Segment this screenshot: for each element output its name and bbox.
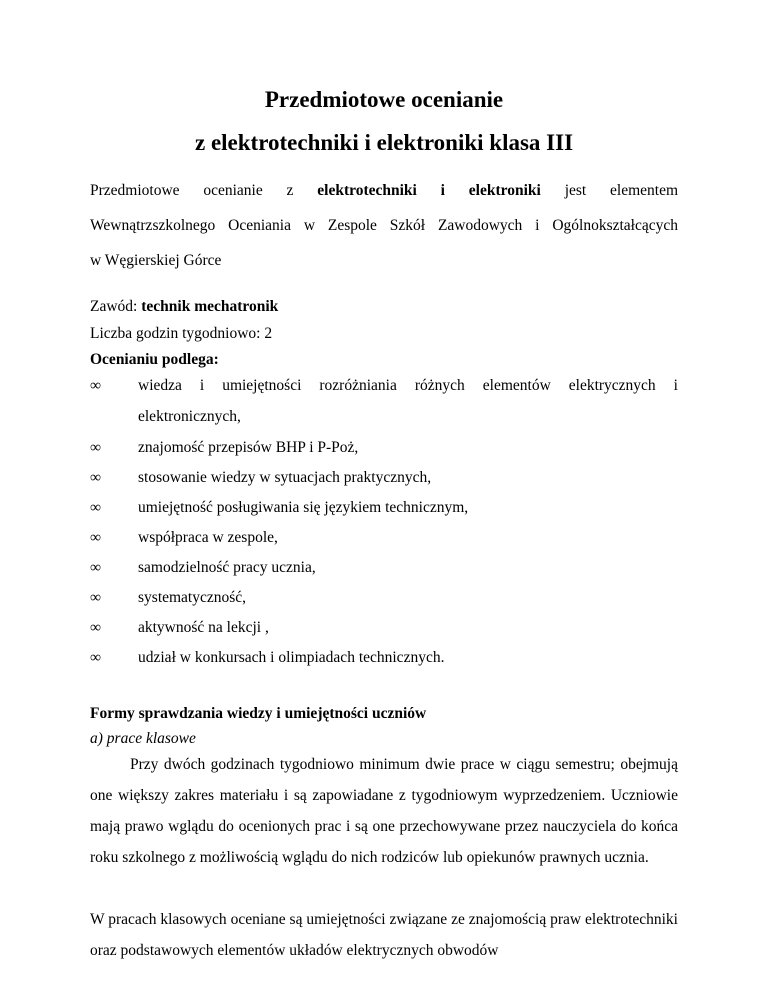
profession-label: Zawód:: [90, 298, 142, 315]
document-page: Przedmiotowe ocenianie z elektrotechniki i elektroniki klasa III Przedmiotowe ocenianie z elektrotechniki i elektroniki jest elementem Wewnątrzszkolnego Oceniania w Zespole Szkół Zawodowych i Ogólnokształcących w Węgierskiej Górce Zawód: technik mechatronik Liczba godzin tygodniowo: 2 Ocenianiu podlega: ∞ wiedza i umiejętności rozróżniania różnych elementów elektrycznych i elektronicznych, ∞ znajomość przepisów BHP i P-Poż, ∞ stosowanie wiedzy w sytuacjach praktycznych, ∞ umiejętność posługiwania się językiem technicznym, ∞ współpraca w zespole, ∞ samodzielność pracy ucznia, ∞ systematyczność, ∞ aktywność na lekcji , ∞ udział w konkursach i olimpiadach technicznych. Formy sprawdzania wiedzy i umiejętności uczniów a) prace klasowe Przy dwóch godzinach tygodniowo minimum dwie prace w ciągu semestru; obejmują one większy zakres materiału i są zapowiadane z tygodniowym wyprzedzeniem. Uczniowie mają prawo wglądu do ocenionych prac i są one przechowywane przez nauczyciela do końca roku szkolnego z możliwością wglądu do nich rodziców lub opiekunów prawnych ucznia. W pracach klasowych oceniane są umiejętności związane ze znajomością praw elektrotechniki oraz podstawowych elementów układów elektrycznych obwodów: [0, 0, 768, 994]
infinity-bullet-icon: ∞: [90, 377, 102, 394]
infinity-bullet-icon: ∞: [90, 619, 102, 636]
profession-line: [90, 297, 278, 317]
infinity-bullet-icon: ∞: [90, 589, 102, 606]
paragraph-b: W pracach klasowych oceniane są umiejętności związane ze znajomością praw elektrotechniki oraz podstawowych elementów układów elektrycznych obwodów: [90, 911, 678, 959]
document-title: Przedmiotowe ocenianie: [264, 87, 504, 112]
infinity-bullet-icon: ∞: [90, 499, 102, 516]
list-item: ∞ wiedza i umiejętności rozróżniania różnych elementów elektrycznych i elektronicznych,: [90, 370, 678, 432]
assessed-heading: Ocenianiu podlega:: [90, 351, 219, 368]
intro-line-1: Przedmiotowe ocenianie z elektrotechniki i elektroniki jest elementem: [90, 182, 679, 199]
infinity-bullet-icon: ∞: [90, 559, 102, 576]
subsection-a-title: a) prace klasowe: [90, 730, 196, 747]
intro-line-2: Wewnątrzszkolnego Oceniania w Zespole Szkół Zawodowych i Ogólnokształcących: [90, 217, 678, 234]
infinity-bullet-icon: ∞: [90, 439, 102, 456]
infinity-bullet-icon: ∞: [90, 469, 102, 486]
document-subtitle: z elektrotechniki i elektroniki klasa III: [194, 130, 574, 155]
forms-heading: Formy sprawdzania wiedzy i umiejętności uczniów: [90, 705, 427, 722]
infinity-bullet-icon: ∞: [90, 649, 102, 666]
hours-line: Liczba godzin tygodniowo: 2: [90, 325, 273, 342]
subject-name: elektrotechniki i elektroniki: [317, 182, 541, 199]
paragraph-a: Przy dwóch godzinach tygodniowo minimum dwie prace w ciągu semestru; obejmują one większy zakres materiału i są zapowiadane z tygodniowym wyprzedzeniem. Uczniowie mają prawo wglądu do ocenionych prac i są one przechowywane przez nauczyciela do końca roku szkolnego z możliwością wglądu do nich rodziców lub opiekunów prawnych ucznia.: [90, 756, 678, 866]
infinity-bullet-icon: ∞: [90, 529, 102, 546]
profession-value: technik mechatronik: [141, 298, 279, 315]
intro-line-3: w Węgierskiej Górce: [90, 252, 222, 269]
